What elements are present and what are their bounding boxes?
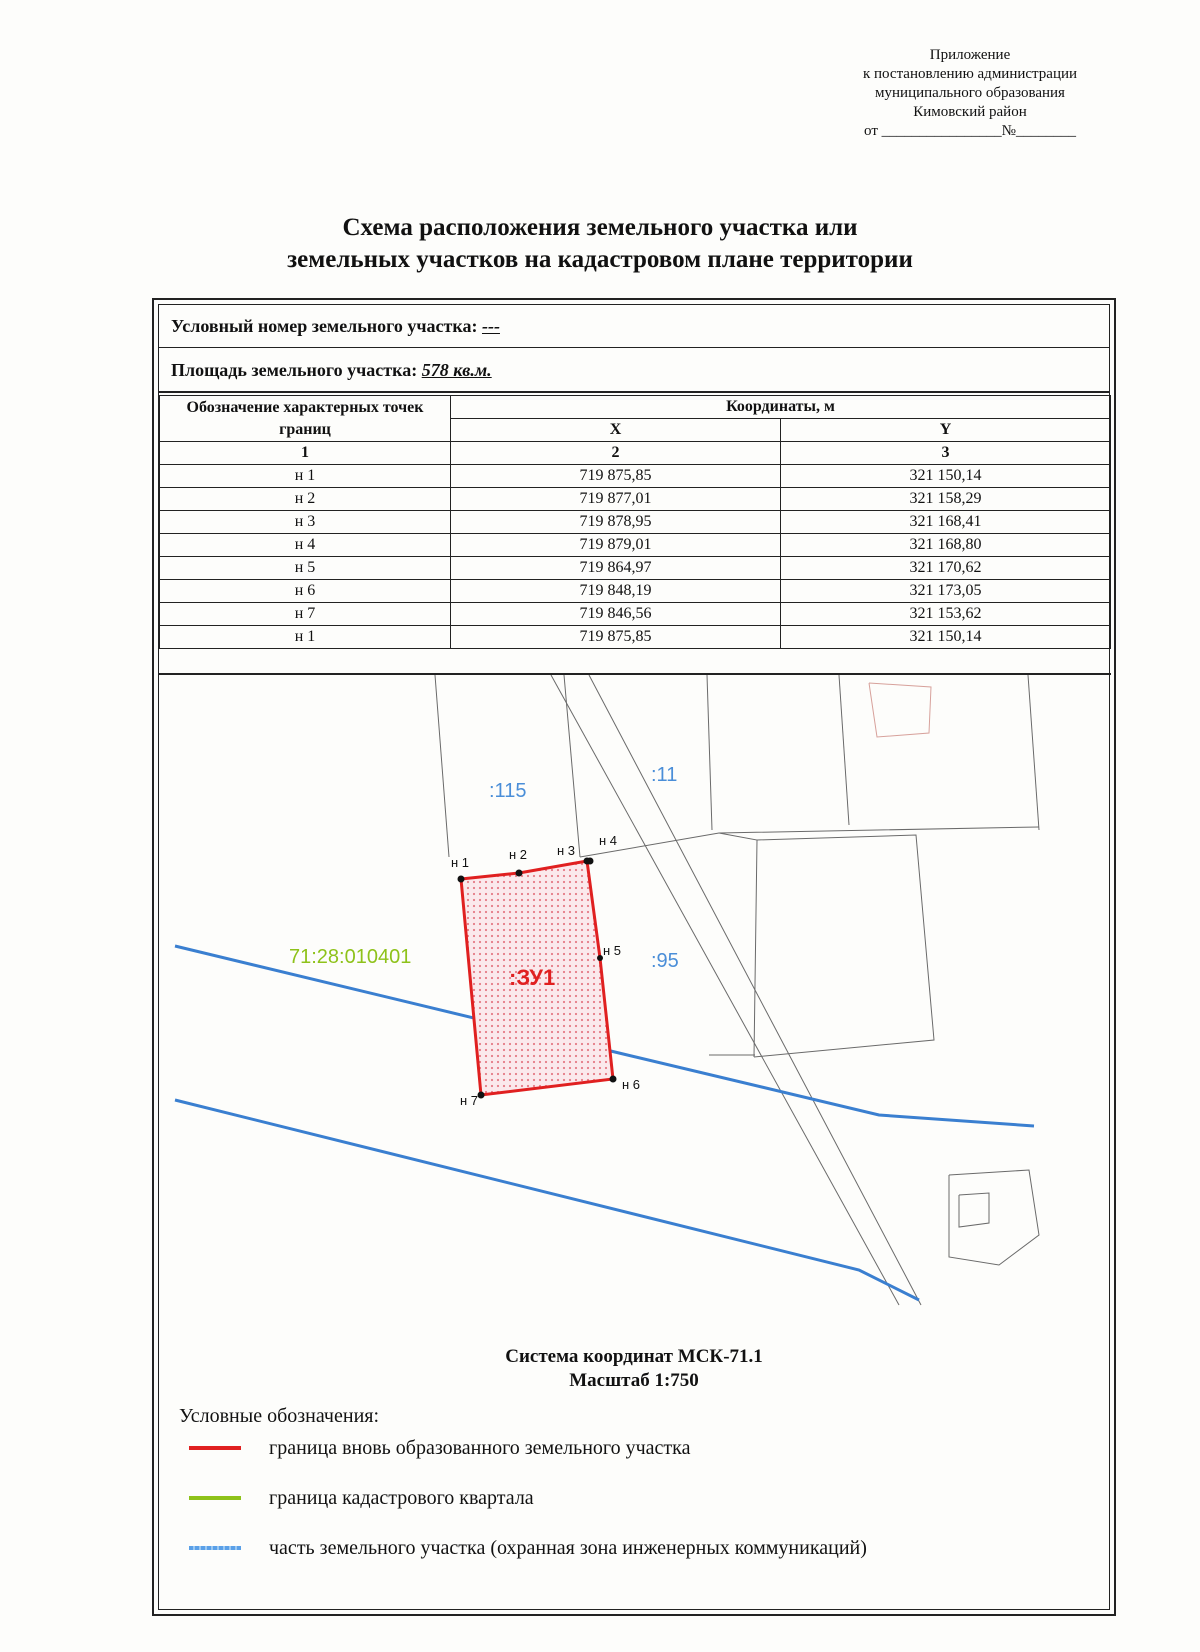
header-line: Приложение [929, 47, 1011, 63]
label-n3: н 3 [557, 843, 576, 858]
point-n7 [478, 1092, 485, 1099]
x-cell: 719 864,97 [451, 557, 781, 580]
quarter-label: 71:28:010401 [289, 946, 412, 968]
y-cell: 321 153,62 [781, 603, 1111, 626]
coordinates-table [159, 395, 1111, 649]
y-cell: 321 170,62 [781, 557, 1111, 580]
red-line-swatch-icon [189, 1446, 241, 1450]
blue-line-swatch-icon [189, 1546, 241, 1550]
y-cell: 321 150,14 [781, 465, 1111, 488]
coords-header: Координаты, м [451, 396, 1111, 419]
legend-item-new-boundary [179, 1434, 1079, 1484]
legend-title: Условные обозначения: [179, 1405, 380, 1427]
coordinate-system: Система координат МСК-71.1 [505, 1346, 763, 1367]
label-n7: н 7 [460, 1093, 479, 1108]
legend-item-protection-zone [179, 1534, 1079, 1584]
point-cell: н 2 [160, 488, 451, 511]
point-cell: н 1 [160, 626, 451, 649]
x-cell: 719 875,85 [451, 465, 781, 488]
zu1-label: :ЗУ1 [509, 965, 556, 990]
header-date-number-line: от ________________№________ [864, 123, 1076, 139]
label-n5: н 5 [603, 943, 622, 958]
y-cell: 321 173,05 [781, 580, 1111, 603]
table-row [160, 580, 1111, 603]
table-row [160, 488, 1111, 511]
legend [179, 1405, 1079, 1584]
x-cell: 719 846,56 [451, 603, 781, 626]
y-cell: 321 168,41 [781, 511, 1111, 534]
document-title [0, 212, 1200, 276]
point-cell: н 7 [160, 603, 451, 626]
point-label-header: Обозначение характерных точек границ [160, 396, 451, 442]
scheme-frame [152, 298, 1116, 1616]
table-row [160, 534, 1111, 557]
x-cell: 719 848,19 [451, 580, 781, 603]
legend-text: граница вновь образованного земельного участка [269, 1437, 691, 1459]
label-n2: н 2 [509, 847, 528, 862]
y-cell: 321 168,80 [781, 534, 1111, 557]
table-row [160, 465, 1111, 488]
header-line: к постановлению администрации [862, 66, 1078, 82]
point-n2 [516, 870, 523, 877]
parcel-number-value: --- [481, 316, 500, 336]
approval-header [820, 46, 1120, 141]
point-cell: н 3 [160, 511, 451, 534]
y-header: Y [781, 419, 1111, 442]
title-line-2: земельных участков на кадастровом плане территории [287, 246, 913, 273]
x-cell: 719 875,85 [451, 626, 781, 649]
point-n6 [610, 1076, 617, 1083]
legend-text: часть земельного участка (охранная зона инженерных коммуникаций) [269, 1537, 867, 1559]
col-number: 2 [451, 442, 781, 465]
col-number: 3 [781, 442, 1111, 465]
parcel-area-label: Площадь земельного участка: [171, 360, 418, 380]
y-cell: 321 150,14 [781, 626, 1111, 649]
table-row [160, 557, 1111, 580]
parcel-11-label: :11 [651, 764, 678, 786]
point-cell: н 1 [160, 465, 451, 488]
point-n1 [458, 876, 465, 883]
y-cell: 321 158,29 [781, 488, 1111, 511]
point-cell: н 6 [160, 580, 451, 603]
header-line: муниципального образования [875, 85, 1065, 101]
parcel-95-label: :95 [651, 950, 679, 972]
map-footer [159, 1345, 1109, 1393]
title-line-1: Схема расположения земельного участка или [342, 214, 858, 241]
cadastral-map [159, 673, 1111, 1345]
x-cell: 719 878,95 [451, 511, 781, 534]
point-n4 [587, 858, 594, 865]
parcel-115-label: :115 [489, 780, 527, 802]
parcel-number-label: Условный номер земельного участка: [171, 316, 478, 336]
scheme-inner-frame [158, 304, 1110, 1610]
label-n4: н 4 [599, 833, 618, 848]
point-cell: н 4 [160, 534, 451, 557]
table-row [160, 626, 1111, 649]
parcel-area-value: 578 кв.м. [421, 360, 492, 380]
map-drawing [159, 675, 1111, 1345]
legend-text: граница кадастрового квартала [269, 1487, 534, 1509]
point-cell: н 5 [160, 557, 451, 580]
header-line: Кимовский район [913, 104, 1027, 120]
x-header: X [451, 419, 781, 442]
table-row [160, 603, 1111, 626]
x-cell: 719 877,01 [451, 488, 781, 511]
col-number: 1 [160, 442, 451, 465]
label-n1: н 1 [451, 855, 470, 870]
table-row [160, 511, 1111, 534]
x-cell: 719 879,01 [451, 534, 781, 557]
label-n6: н 6 [622, 1077, 641, 1092]
legend-item-quarter-boundary [179, 1484, 1079, 1534]
parcel-number-row [159, 305, 1109, 348]
map-scale: Масштаб 1:750 [569, 1370, 699, 1391]
green-line-swatch-icon [189, 1496, 241, 1500]
parcel-area-row [159, 349, 1109, 393]
